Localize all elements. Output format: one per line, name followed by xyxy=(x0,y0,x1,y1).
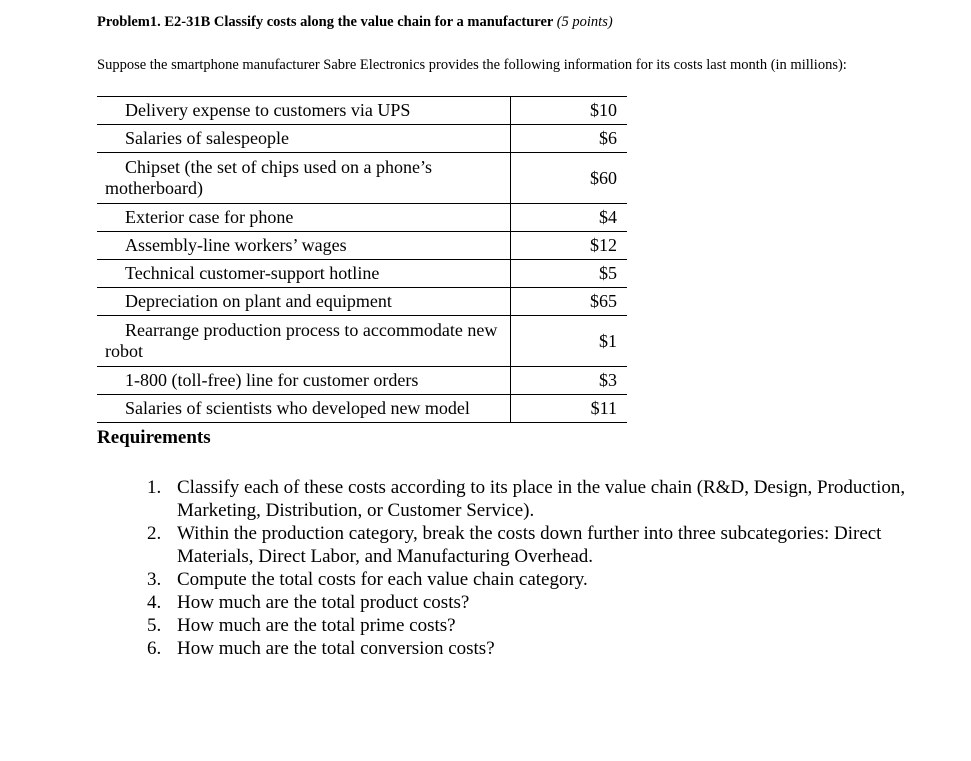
cost-amount: $3 xyxy=(511,367,628,395)
cost-amount: $12 xyxy=(511,232,628,260)
cost-amount: $11 xyxy=(511,395,628,423)
problem-points: (5 points) xyxy=(556,14,613,30)
table-row xyxy=(97,232,627,260)
table-row xyxy=(97,316,627,367)
table-row xyxy=(97,204,627,232)
cost-table xyxy=(97,96,627,423)
cost-description: Rearrange production process to accommodate new robot xyxy=(97,316,511,367)
table-row xyxy=(97,153,627,204)
list-item xyxy=(147,522,907,568)
requirements-list xyxy=(147,476,907,660)
table-row xyxy=(97,288,627,316)
list-item xyxy=(147,591,907,614)
cost-description: Salaries of salespeople xyxy=(97,125,511,153)
list-text: Within the production category, break the costs down further into three subcategories: Direct Materials, Direct Labor, and Manufacturing Overhead. xyxy=(177,523,882,567)
problem-title-text: Problem1. E2-31B Classify costs along the value chain for a manufacturer xyxy=(97,14,554,30)
table-row xyxy=(97,125,627,153)
list-number: 1. xyxy=(147,477,162,498)
cost-amount: $4 xyxy=(511,204,628,232)
problem-title xyxy=(97,14,613,31)
list-number: 4. xyxy=(147,592,162,613)
list-item xyxy=(147,568,907,591)
intro-text: Suppose the smartphone manufacturer Sabre Electronics provides the following information for its costs last month (in millions): xyxy=(97,57,847,73)
cost-amount: $65 xyxy=(511,288,628,316)
cost-description: Depreciation on plant and equipment xyxy=(97,288,511,316)
list-text: How much are the total product costs? xyxy=(177,592,470,613)
cost-description: Assembly-line workers’ wages xyxy=(97,232,511,260)
list-number: 2. xyxy=(147,523,162,544)
table-row xyxy=(97,97,627,125)
requirements-heading: Requirements xyxy=(97,427,211,448)
list-text: How much are the total conversion costs? xyxy=(177,638,495,659)
list-text: How much are the total prime costs? xyxy=(177,615,456,636)
list-text: Compute the total costs for each value chain category. xyxy=(177,569,588,590)
list-text: Classify each of these costs according to its place in the value chain (R&D, Design, Production, Marketing, Distribution, or Customer Service). xyxy=(177,477,906,521)
list-item xyxy=(147,614,907,637)
table-row xyxy=(97,395,627,423)
list-item xyxy=(147,476,907,522)
cost-amount: $5 xyxy=(511,260,628,288)
table-row xyxy=(97,260,627,288)
cost-description: Delivery expense to customers via UPS xyxy=(97,97,511,125)
list-number: 6. xyxy=(147,638,162,659)
cost-description: 1-800 (toll-free) line for customer orders xyxy=(97,367,511,395)
cost-description: Salaries of scientists who developed new model xyxy=(97,395,511,423)
cost-amount: $6 xyxy=(511,125,628,153)
cost-description: Chipset (the set of chips used on a phone’s motherboard) xyxy=(97,153,511,204)
list-item xyxy=(147,637,907,660)
cost-amount: $10 xyxy=(511,97,628,125)
cost-description: Technical customer-support hotline xyxy=(97,260,511,288)
cost-amount: $1 xyxy=(511,316,628,367)
cost-amount: $60 xyxy=(511,153,628,204)
cost-description: Exterior case for phone xyxy=(97,204,511,232)
table-row xyxy=(97,367,627,395)
list-number: 5. xyxy=(147,615,162,636)
list-number: 3. xyxy=(147,569,162,590)
